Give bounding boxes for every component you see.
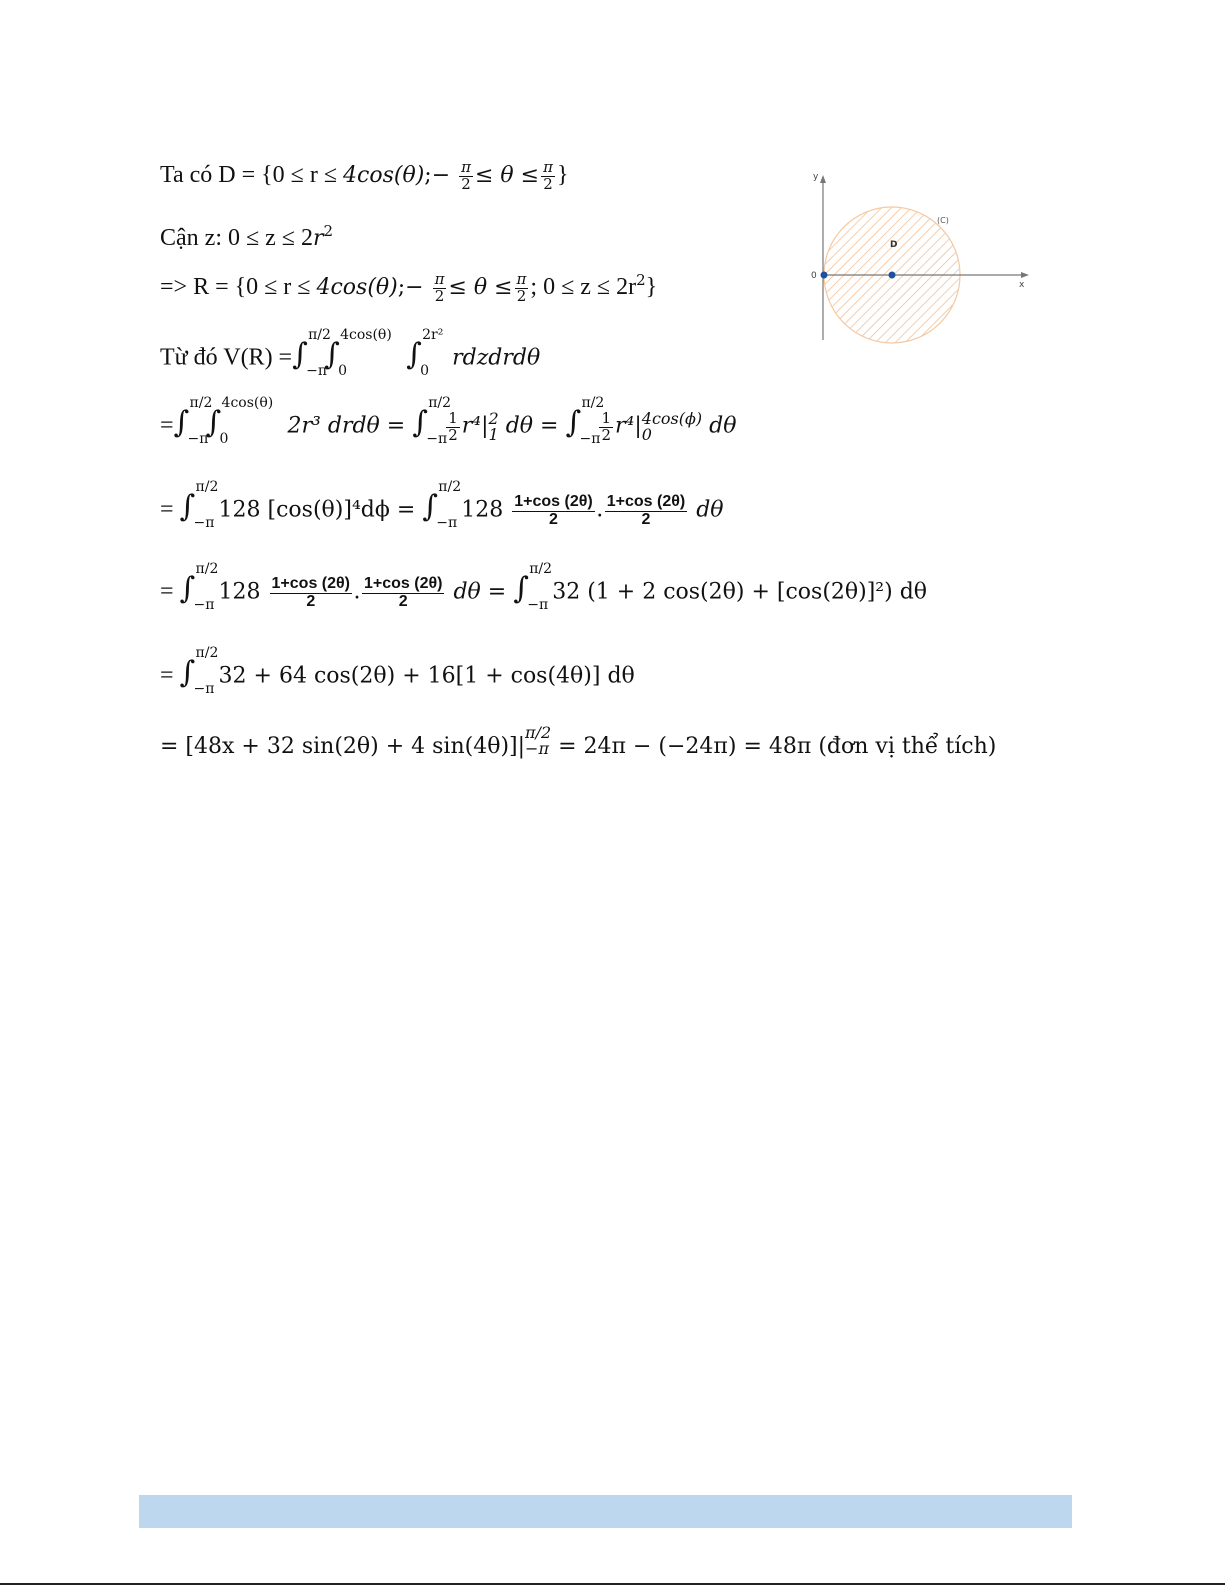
text: ; 0 ≤ z ≤ 2r bbox=[530, 273, 637, 300]
frac-num: 1+cos (2θ) bbox=[514, 492, 593, 510]
integral-upper: π/2 bbox=[189, 395, 213, 411]
integral-upper: π/2 bbox=[195, 561, 219, 577]
math: dθ = bbox=[498, 413, 566, 439]
integral-lower: −π bbox=[187, 431, 209, 447]
math: 4cos(θ) bbox=[316, 274, 398, 300]
math: ≤ θ ≤ bbox=[448, 274, 513, 300]
math: r bbox=[312, 226, 324, 251]
text: Ta có D = {0 ≤ r ≤ bbox=[160, 161, 344, 188]
integral-upper: π/2 bbox=[308, 327, 331, 343]
integral bbox=[179, 561, 219, 620]
integral bbox=[179, 479, 219, 538]
fraction bbox=[512, 494, 594, 529]
region-label: D bbox=[890, 240, 898, 250]
integral-lower: −π bbox=[193, 597, 215, 613]
math: r⁴| bbox=[461, 413, 489, 439]
x-axis-label: x bbox=[1019, 280, 1025, 290]
frac-den: 2 bbox=[641, 510, 651, 528]
integral bbox=[292, 327, 331, 386]
origin-point bbox=[821, 272, 828, 279]
frac-num: 1+cos (2θ) bbox=[271, 574, 350, 592]
integral-sign: ∫ bbox=[422, 489, 438, 524]
math: ≤ θ ≤ bbox=[474, 162, 540, 188]
frac-den: 2 bbox=[448, 425, 458, 444]
integral-upper: 4cos(θ) bbox=[340, 327, 392, 343]
math: = 24π − (−24π) = 48π (đơn vị thể tích) bbox=[551, 734, 997, 759]
math: 4cos(θ) bbox=[343, 162, 425, 188]
math: dθ bbox=[689, 497, 724, 523]
text: . bbox=[354, 578, 360, 605]
integral-sign: ∫ bbox=[205, 405, 222, 440]
integral-sign: ∫ bbox=[173, 405, 190, 440]
integral-lower: −π bbox=[193, 681, 215, 697]
text: = bbox=[160, 662, 180, 689]
math: 32 (1 + 2 cos(2θ) + [cos(2θ)]²) dθ bbox=[545, 579, 928, 605]
exponent: 2 bbox=[636, 270, 646, 289]
integral-upper: 4cos(θ) bbox=[221, 395, 274, 411]
fraction bbox=[459, 160, 473, 193]
frac-num: π bbox=[434, 270, 445, 288]
line-step-1 bbox=[160, 395, 737, 454]
frac-num: π bbox=[461, 158, 471, 176]
math: r⁴| bbox=[615, 413, 642, 439]
math: = [48x + 32 sin(2θ) + 4 sin(4θ)]| bbox=[160, 734, 526, 759]
integral-sign: ∫ bbox=[179, 571, 196, 606]
integral-lower: 0 bbox=[420, 363, 430, 379]
text: = bbox=[160, 412, 174, 439]
integral bbox=[173, 395, 213, 454]
integral bbox=[324, 327, 404, 386]
frac-num: 1+cos (2θ) bbox=[364, 574, 443, 592]
text: = bbox=[160, 578, 180, 605]
frac-num: π bbox=[543, 158, 553, 176]
line-region-R bbox=[160, 272, 657, 305]
integral bbox=[406, 327, 450, 386]
math: dθ bbox=[702, 413, 737, 439]
exponent: 2 bbox=[323, 222, 334, 240]
integral-upper: π/2 bbox=[428, 395, 452, 411]
x-axis-arrow bbox=[1021, 272, 1029, 278]
line-z-bounds bbox=[160, 224, 333, 250]
integral bbox=[422, 479, 462, 538]
eval-limits bbox=[525, 725, 551, 757]
integral-upper: π/2 bbox=[581, 395, 605, 411]
integral-sign: ∫ bbox=[179, 655, 196, 690]
fraction bbox=[515, 272, 529, 305]
footer-band bbox=[139, 1495, 1072, 1528]
integral-lower: −π bbox=[579, 431, 601, 447]
integral-sign: ∫ bbox=[513, 571, 529, 606]
center-point bbox=[889, 272, 896, 279]
frac-den: 2 bbox=[461, 174, 471, 193]
frac-den: 2 bbox=[306, 592, 316, 610]
integral-lower: 0 bbox=[338, 363, 348, 379]
frac-den: 2 bbox=[601, 425, 612, 444]
integral-sign: ∫ bbox=[412, 405, 428, 440]
text: Từ đó V(R) = bbox=[160, 344, 293, 371]
integral-lower: −π bbox=[306, 363, 328, 379]
line-step-2 bbox=[160, 479, 724, 538]
line-step-3 bbox=[160, 561, 928, 620]
math: ;− bbox=[424, 162, 458, 188]
limit-upper: π/2 bbox=[525, 723, 552, 743]
limit-lower: 1 bbox=[488, 425, 499, 444]
integral-lower: 0 bbox=[219, 431, 229, 447]
frac-num: 1 bbox=[601, 408, 612, 427]
frac-den: 2 bbox=[398, 592, 408, 610]
frac-den: 2 bbox=[549, 510, 558, 528]
line-result bbox=[160, 723, 997, 759]
fraction bbox=[362, 576, 444, 611]
curve-label: (C) bbox=[937, 216, 949, 225]
math: dθ = bbox=[446, 579, 514, 605]
frac-den: 2 bbox=[516, 286, 527, 305]
frac-den: 2 bbox=[543, 174, 553, 193]
integral-sign: ∫ bbox=[292, 337, 308, 372]
line-domain-D bbox=[160, 160, 568, 193]
y-axis-label: y bbox=[813, 172, 819, 182]
math: 128 bbox=[454, 497, 511, 523]
limit-lower: 0 bbox=[641, 425, 652, 444]
math: 128 [cos(θ)]⁴dϕ = bbox=[211, 497, 423, 523]
eval-limits bbox=[489, 411, 499, 443]
y-axis-arrow bbox=[820, 175, 826, 183]
limit-lower: −π bbox=[525, 739, 549, 759]
integral-lower: −π bbox=[426, 431, 448, 447]
integral-lower: −π bbox=[193, 515, 215, 531]
math: 128 bbox=[211, 579, 268, 605]
integral bbox=[565, 395, 605, 454]
integral bbox=[513, 561, 553, 620]
text: } bbox=[645, 273, 658, 300]
math: 2r³ drdθ = bbox=[287, 413, 413, 439]
integral-upper: π/2 bbox=[195, 479, 219, 495]
frac-num: 1+cos (2θ) bbox=[606, 492, 686, 510]
integral bbox=[205, 395, 286, 454]
eval-limits bbox=[642, 411, 702, 443]
math: 32 + 64 cos(2θ) + 16[1 + cos(4θ)] dθ bbox=[211, 663, 635, 689]
integral-sign: ∫ bbox=[406, 337, 422, 372]
integral-upper: 2r² bbox=[422, 327, 444, 343]
text: Cận z: 0 ≤ z ≤ 2 bbox=[160, 225, 313, 251]
text: = bbox=[160, 496, 180, 523]
math: rdzdrdθ bbox=[452, 345, 541, 371]
frac-den: 2 bbox=[434, 286, 445, 305]
fraction bbox=[446, 408, 460, 444]
region-diagram bbox=[805, 165, 1040, 355]
frac-num: 1 bbox=[448, 408, 458, 427]
math: ;− bbox=[397, 274, 431, 300]
limit-upper: 4cos(ϕ) bbox=[641, 409, 703, 428]
integral-sign: ∫ bbox=[565, 405, 582, 440]
line-volume-integral bbox=[160, 327, 541, 386]
integral bbox=[179, 645, 219, 704]
line-step-4 bbox=[160, 645, 635, 704]
integral bbox=[412, 395, 452, 454]
integral-sign: ∫ bbox=[179, 489, 196, 524]
fraction bbox=[605, 494, 687, 529]
integral-upper: π/2 bbox=[529, 561, 553, 577]
fraction bbox=[599, 408, 613, 444]
origin-label: 0 bbox=[811, 271, 817, 281]
text: } bbox=[556, 161, 569, 188]
frac-num: π bbox=[516, 270, 527, 288]
integral-lower: −π bbox=[527, 597, 549, 613]
text: . bbox=[596, 496, 603, 523]
integral-upper: π/2 bbox=[195, 645, 219, 661]
text: => R = {0 ≤ r ≤ bbox=[160, 273, 317, 300]
fraction bbox=[270, 576, 352, 611]
fraction bbox=[541, 160, 555, 193]
limit-upper: 2 bbox=[488, 409, 499, 428]
integral-upper: π/2 bbox=[438, 479, 462, 495]
integral-sign: ∫ bbox=[324, 337, 340, 372]
fraction bbox=[433, 272, 447, 305]
integral-lower: −π bbox=[436, 515, 458, 531]
